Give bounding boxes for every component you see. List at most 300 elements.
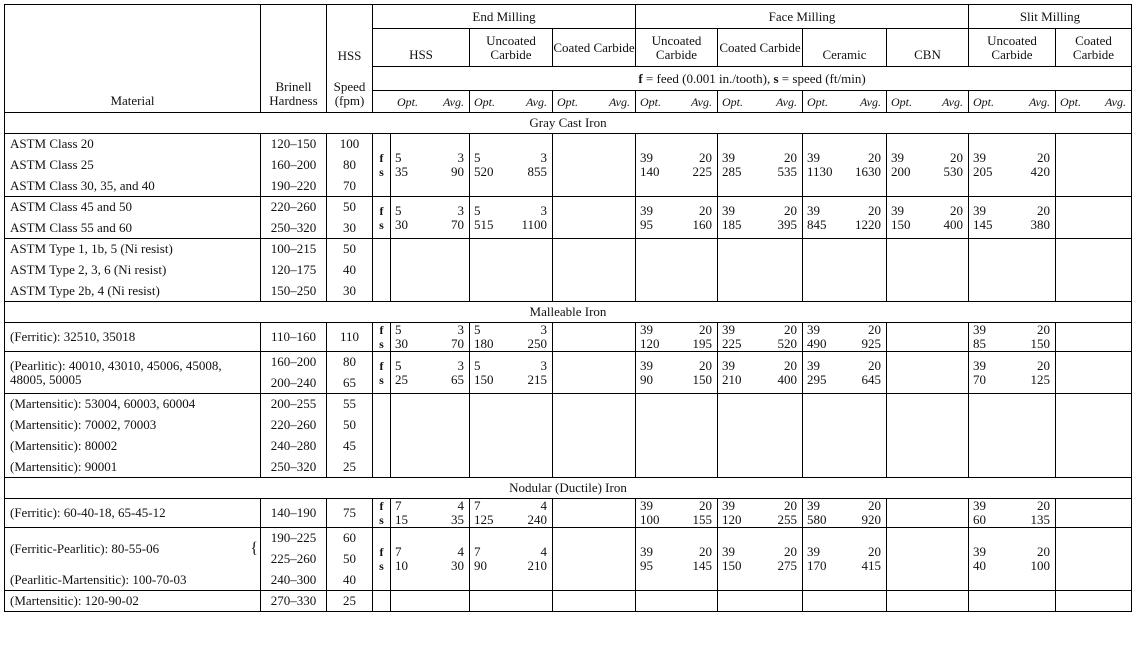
opt-value: 7	[474, 498, 481, 513]
milling-value-cell	[470, 499, 553, 528]
sub-header-3: Uncoated Carbide	[636, 29, 718, 67]
material-name	[5, 436, 261, 457]
milling-value-cell	[1056, 499, 1132, 528]
value-pair	[391, 337, 469, 351]
material-name-text: (Ferritic): 60-40-18, 65-45-12	[10, 505, 166, 520]
value-pair	[803, 323, 886, 337]
section-row	[5, 478, 1132, 499]
opt-value: 490	[807, 336, 827, 351]
material-name-text: (Martensitic): 80002	[10, 438, 118, 453]
material-name-text: ASTM Type 2b, 4 (Ni resist)	[10, 282, 160, 298]
sub-header-0: HSS	[373, 29, 470, 67]
opt-value: 225	[722, 336, 742, 351]
hss-speed-header: Speed (fpm)	[327, 67, 373, 113]
milling-value-cell	[887, 352, 969, 394]
milling-value-cell	[803, 197, 887, 239]
avg-label: Avg.	[860, 94, 881, 109]
legend-f: f	[638, 70, 643, 86]
milling-value-cell	[470, 352, 553, 394]
empty-label-cell	[373, 239, 391, 302]
value-pair	[636, 559, 717, 573]
opt-value: 120	[722, 512, 742, 527]
brinell-value: 120–150	[261, 134, 327, 155]
value-pair	[391, 323, 469, 337]
legend-f-text: = feed (0.001 in./tooth),	[642, 70, 774, 86]
opt-avg-pair	[803, 95, 886, 109]
empty-value-cell	[803, 394, 887, 478]
opt-value: 39	[973, 202, 986, 218]
opt-value: 845	[807, 216, 827, 232]
empty-value-cell	[1056, 239, 1132, 302]
avg-value: 20	[699, 498, 712, 513]
value-pair	[969, 559, 1055, 573]
feed-speed-legend	[373, 67, 1132, 91]
avg-value: 3	[457, 357, 464, 373]
opt-value: 39	[722, 202, 735, 218]
table-row	[5, 591, 1132, 612]
opt-value: 30	[395, 336, 408, 351]
value-pair	[718, 545, 802, 559]
sub-header-5: Ceramic	[803, 29, 887, 67]
opt-label: Opt.	[640, 94, 661, 109]
empty-label-cell	[373, 394, 391, 478]
opt-value: 100	[640, 512, 660, 527]
material-name	[5, 281, 261, 302]
value-pair	[969, 373, 1055, 387]
legend-s-text: = speed (ft/min)	[778, 70, 866, 86]
milling-value-cell	[718, 323, 803, 352]
table-row	[5, 499, 1132, 528]
value-pair	[470, 499, 552, 513]
hss-speed-value: 50	[327, 239, 373, 260]
empty-value-cell	[636, 591, 718, 612]
value-pair	[887, 165, 968, 179]
feed-speed-label-cell	[373, 323, 391, 352]
empty-value-cell	[887, 394, 969, 478]
opt-value: 180	[474, 336, 494, 351]
milling-value-cell	[803, 323, 887, 352]
avg-value: 255	[777, 512, 797, 527]
milling-value-cell	[470, 528, 553, 591]
opt-value: 39	[640, 202, 653, 218]
value-pair	[969, 499, 1055, 513]
opt-value: 39	[807, 322, 820, 337]
value-pair	[803, 513, 886, 527]
hss-speed-value: 45	[327, 436, 373, 457]
opt-value: 150	[474, 371, 494, 387]
opt-avg-pair	[718, 95, 802, 109]
material-name	[5, 176, 261, 197]
milling-value-cell	[887, 134, 969, 197]
sub-header-4: Coated Carbide	[718, 29, 803, 67]
brinell-value: 100–215	[261, 239, 327, 260]
opt-value: 85	[973, 336, 986, 351]
avg-value: 135	[1030, 512, 1050, 527]
avg-value: 645	[861, 371, 881, 387]
value-pair	[718, 151, 802, 165]
opt-value: 40	[973, 558, 986, 573]
opt-avg-pair	[636, 95, 717, 109]
opt-avg-pair	[373, 95, 469, 109]
brinell-value: 120–175	[261, 260, 327, 281]
material-name-text: ASTM Class 45 and 50	[10, 199, 133, 215]
section-title: Gray Cast Iron	[5, 113, 1132, 134]
opt-label: Opt.	[474, 94, 495, 109]
avg-value: 65	[451, 371, 464, 387]
empty-value-cell	[969, 239, 1056, 302]
brace-glyph: {	[250, 539, 258, 557]
face-milling-header: Face Milling	[636, 5, 969, 29]
milling-value-cell	[1056, 134, 1132, 197]
avg-value: 20	[784, 322, 797, 337]
avg-value: 20	[784, 150, 797, 165]
brinell-value: 200–240	[261, 373, 327, 394]
avg-label: Avg.	[609, 94, 630, 109]
value-pair	[803, 545, 886, 559]
avg-value: 195	[692, 336, 712, 351]
table-row	[5, 134, 1132, 155]
hss-speed-value: 50	[327, 415, 373, 436]
value-pair	[718, 513, 802, 527]
value-pair	[718, 204, 802, 218]
empty-value-cell	[1056, 591, 1132, 612]
milling-value-cell	[803, 499, 887, 528]
hss-speed-value: 110	[327, 323, 373, 352]
opt-value: 60	[973, 512, 986, 527]
avg-value: 20	[868, 357, 881, 373]
opt-label: Opt.	[557, 94, 578, 109]
material-name	[5, 197, 261, 218]
hss-speed-value: 65	[327, 373, 373, 394]
milling-value-cell	[553, 197, 636, 239]
opt-value: 95	[640, 216, 653, 232]
avg-value: 160	[692, 216, 712, 232]
hss-speed-value: 80	[327, 155, 373, 176]
opt-value: 285	[722, 164, 742, 179]
milling-value-cell	[391, 134, 470, 197]
value-pair	[636, 359, 717, 373]
material-name	[5, 499, 261, 528]
opt-value: 39	[807, 202, 820, 218]
material-name	[5, 239, 261, 260]
f-label: f	[379, 499, 384, 513]
opt-avg-cell	[636, 91, 718, 113]
avg-value: 535	[777, 164, 797, 179]
avg-value: 920	[861, 512, 881, 527]
avg-value: 3	[540, 202, 547, 218]
value-pair	[470, 359, 552, 373]
value-pair	[636, 513, 717, 527]
avg-value: 415	[861, 558, 881, 573]
empty-value-cell	[887, 591, 969, 612]
empty-value-cell	[553, 239, 636, 302]
avg-label: Avg.	[443, 94, 464, 109]
opt-value: 70	[973, 371, 986, 387]
s-label: s	[379, 559, 384, 573]
value-pair	[636, 204, 717, 218]
table-row	[5, 352, 1132, 373]
sub-header-6: CBN	[887, 29, 969, 67]
value-pair	[636, 323, 717, 337]
material-name	[5, 260, 261, 281]
value-pair	[718, 165, 802, 179]
value-pair	[391, 559, 469, 573]
avg-value: 3	[540, 150, 547, 165]
section-row	[5, 302, 1132, 323]
material-name	[5, 155, 261, 176]
opt-value: 520	[474, 164, 494, 179]
avg-value: 530	[943, 164, 963, 179]
avg-value: 145	[692, 558, 712, 573]
milling-value-cell	[553, 323, 636, 352]
value-pair	[470, 337, 552, 351]
opt-value: 35	[395, 164, 408, 179]
avg-value: 20	[699, 150, 712, 165]
brinell-value: 110–160	[261, 323, 327, 352]
opt-avg-cell	[553, 91, 636, 113]
opt-value: 120	[640, 336, 660, 351]
empty-value-cell	[718, 591, 803, 612]
hss-speed-value: 30	[327, 218, 373, 239]
opt-value: 150	[891, 216, 911, 232]
milling-value-cell	[636, 197, 718, 239]
opt-avg-cell	[373, 91, 470, 113]
legend-s: s	[773, 70, 779, 86]
avg-label: Avg.	[1105, 94, 1126, 109]
avg-value: 20	[1037, 322, 1050, 337]
opt-value: 5	[395, 357, 402, 373]
empty-value-cell	[391, 591, 470, 612]
value-pair	[391, 545, 469, 559]
hss-label: HSS	[327, 29, 373, 67]
opt-value: 39	[807, 544, 820, 559]
avg-value: 225	[692, 164, 712, 179]
brinell-value: 240–300	[261, 570, 327, 591]
brinell-value: 160–200	[261, 155, 327, 176]
empty-value-cell	[391, 394, 470, 478]
value-pair	[391, 499, 469, 513]
value-pair	[969, 218, 1055, 232]
milling-value-cell	[1056, 197, 1132, 239]
hss-speed-value: 40	[327, 570, 373, 591]
opt-value: 39	[640, 357, 653, 373]
avg-value: 520	[777, 336, 797, 351]
value-pair	[636, 545, 717, 559]
milling-value-cell	[803, 134, 887, 197]
avg-value: 250	[527, 336, 547, 351]
opt-value: 39	[973, 498, 986, 513]
milling-value-cell	[553, 499, 636, 528]
milling-value-cell	[969, 134, 1056, 197]
value-pair	[887, 204, 968, 218]
opt-avg-cell	[718, 91, 803, 113]
section-title: Nodular (Ductile) Iron	[5, 478, 1132, 499]
material-name	[5, 134, 261, 155]
value-pair	[470, 373, 552, 387]
avg-value: 20	[784, 357, 797, 373]
value-pair	[636, 373, 717, 387]
opt-value: 39	[973, 544, 986, 559]
value-pair	[391, 204, 469, 218]
opt-value: 185	[722, 216, 742, 232]
avg-value: 20	[699, 544, 712, 559]
end-milling-header: End Milling	[373, 5, 636, 29]
s-label: s	[379, 217, 384, 232]
opt-value: 5	[474, 357, 481, 373]
milling-value-cell	[803, 528, 887, 591]
opt-value: 39	[891, 150, 904, 165]
value-pair	[718, 218, 802, 232]
value-pair	[803, 499, 886, 513]
brinell-value: 160–200	[261, 352, 327, 373]
value-pair	[969, 545, 1055, 559]
milling-value-cell	[636, 323, 718, 352]
value-pair	[391, 165, 469, 179]
hss-top-header	[327, 5, 373, 29]
avg-label: Avg.	[776, 94, 797, 109]
hss-speed-value: 80	[327, 352, 373, 373]
opt-value: 7	[395, 544, 402, 559]
opt-label: Opt.	[973, 94, 994, 109]
sub-header-1: Uncoated Carbide	[470, 29, 553, 67]
avg-value: 4	[540, 498, 547, 513]
material-name-text: (Martensitic): 53004, 60003, 60004	[10, 396, 196, 412]
value-pair	[718, 559, 802, 573]
empty-value-cell	[887, 239, 969, 302]
opt-value: 39	[807, 498, 820, 513]
avg-value: 70	[451, 216, 464, 232]
s-label: s	[379, 513, 384, 527]
hss-speed-value: 50	[327, 197, 373, 218]
milling-value-cell	[718, 499, 803, 528]
opt-avg-pair	[1056, 95, 1131, 109]
empty-value-cell	[636, 394, 718, 478]
empty-value-cell	[969, 394, 1056, 478]
avg-value: 20	[950, 202, 963, 218]
s-label: s	[379, 372, 384, 387]
milling-value-cell	[969, 197, 1056, 239]
avg-value: 20	[784, 544, 797, 559]
value-pair	[718, 323, 802, 337]
opt-value: 39	[640, 322, 653, 337]
value-pair	[803, 165, 886, 179]
avg-value: 125	[1030, 371, 1050, 387]
opt-label: Opt.	[891, 94, 912, 109]
avg-value: 3	[540, 357, 547, 373]
hss-speed-value: 55	[327, 394, 373, 415]
value-pair	[636, 337, 717, 351]
milling-value-cell	[1056, 323, 1132, 352]
brinell-value: 140–190	[261, 499, 327, 528]
opt-label: Opt.	[397, 94, 418, 109]
milling-value-cell	[391, 528, 470, 591]
material-name-text: ASTM Class 20	[10, 136, 94, 152]
hss-speed-value: 100	[327, 134, 373, 155]
avg-value: 70	[451, 336, 464, 351]
opt-label: Opt.	[722, 94, 743, 109]
avg-value: 3	[540, 322, 547, 337]
opt-avg-pair	[969, 95, 1055, 109]
avg-value: 20	[868, 498, 881, 513]
empty-value-cell	[718, 239, 803, 302]
value-pair	[887, 218, 968, 232]
empty-value-cell	[470, 239, 553, 302]
avg-value: 20	[950, 150, 963, 165]
avg-value: 20	[1037, 150, 1050, 165]
milling-speeds-table	[4, 4, 1132, 612]
material-name	[5, 394, 261, 415]
opt-value: 25	[395, 371, 408, 387]
milling-value-cell	[391, 323, 470, 352]
avg-value: 100	[1030, 558, 1050, 573]
opt-value: 39	[640, 150, 653, 165]
opt-value: 145	[973, 216, 993, 232]
milling-value-cell	[553, 528, 636, 591]
opt-value: 39	[807, 150, 820, 165]
avg-label: Avg.	[526, 94, 547, 109]
material-name-text: ASTM Class 55 and 60	[10, 219, 133, 235]
opt-label: Opt.	[1060, 94, 1081, 109]
value-pair	[470, 323, 552, 337]
opt-value: 205	[973, 164, 993, 179]
feed-speed-label-cell	[373, 197, 391, 239]
empty-value-cell	[636, 239, 718, 302]
avg-value: 3	[457, 322, 464, 337]
avg-value: 240	[527, 512, 547, 527]
value-pair	[470, 165, 552, 179]
avg-label: Avg.	[942, 94, 963, 109]
opt-value: 39	[640, 498, 653, 513]
avg-value: 20	[784, 498, 797, 513]
milling-value-cell	[391, 499, 470, 528]
section-title: Malleable Iron	[5, 302, 1132, 323]
value-pair	[470, 513, 552, 527]
value-pair	[803, 359, 886, 373]
milling-value-cell	[969, 499, 1056, 528]
feed-speed-label-cell	[373, 134, 391, 197]
opt-value: 30	[395, 216, 408, 232]
value-pair	[803, 218, 886, 232]
opt-avg-cell	[1056, 91, 1132, 113]
milling-value-cell	[803, 352, 887, 394]
brinell-value: 250–320	[261, 457, 327, 478]
f-label: f	[379, 358, 384, 373]
milling-value-cell	[887, 323, 969, 352]
material-name	[5, 570, 261, 591]
empty-value-cell	[969, 591, 1056, 612]
brinell-value: 270–330	[261, 591, 327, 612]
avg-value: 150	[692, 371, 712, 387]
material-header: Material	[5, 5, 261, 113]
hss-speed-value: 50	[327, 549, 373, 570]
value-pair	[470, 204, 552, 218]
milling-value-cell	[718, 528, 803, 591]
opt-value: 39	[973, 357, 986, 373]
opt-value: 39	[807, 357, 820, 373]
opt-value: 140	[640, 164, 660, 179]
avg-value: 4	[540, 544, 547, 559]
value-pair	[470, 218, 552, 232]
opt-value: 39	[722, 322, 735, 337]
value-pair	[470, 559, 552, 573]
opt-value: 125	[474, 512, 494, 527]
milling-value-cell	[636, 528, 718, 591]
value-pair	[391, 359, 469, 373]
value-pair	[969, 513, 1055, 527]
milling-value-cell	[636, 352, 718, 394]
hss-speed-value: 75	[327, 499, 373, 528]
table-row	[5, 197, 1132, 218]
